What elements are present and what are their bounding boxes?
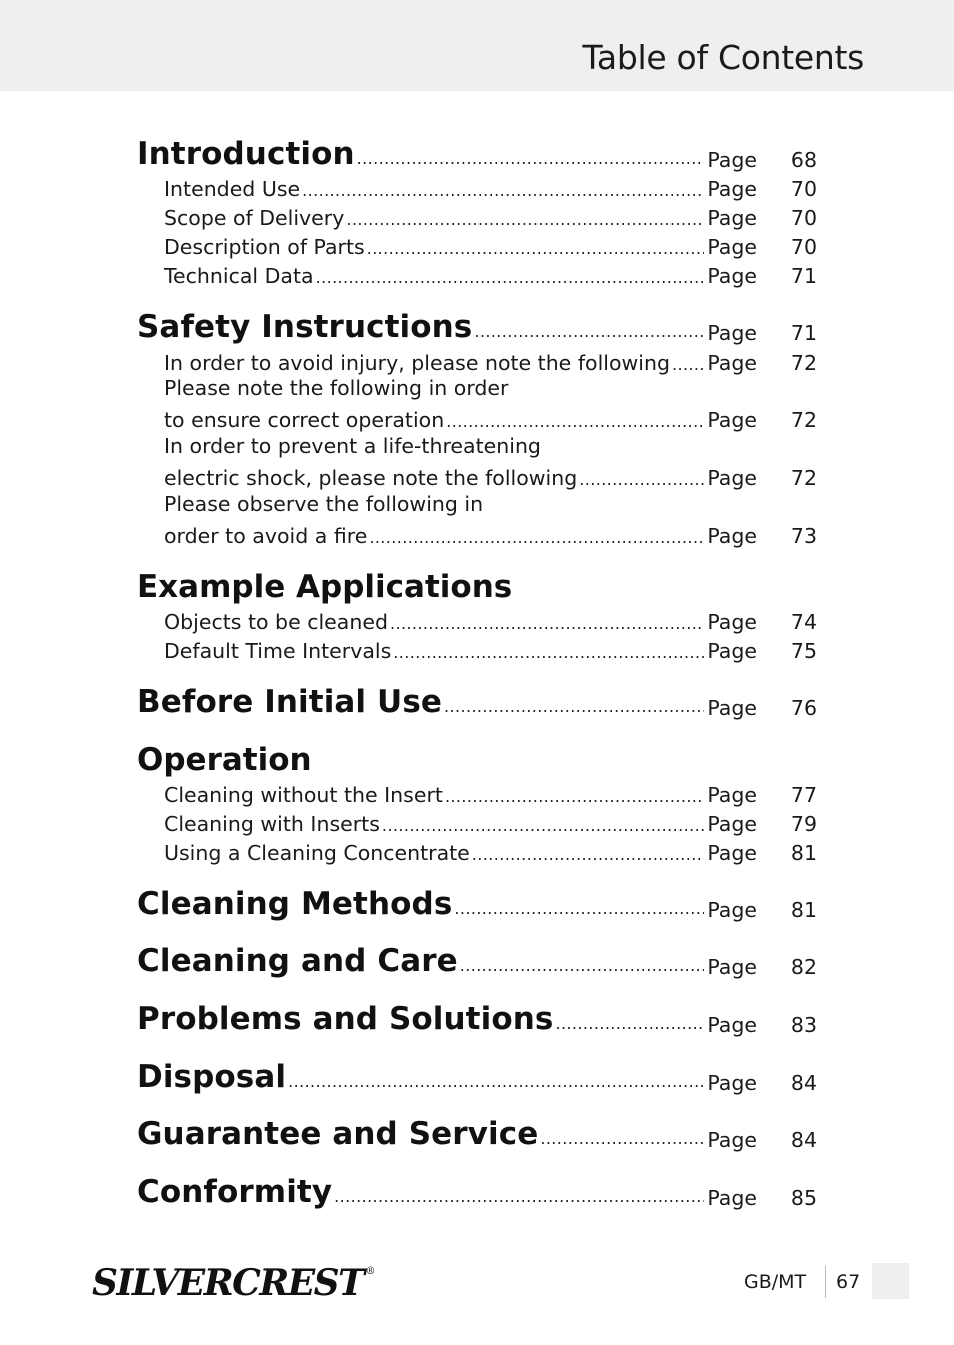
dot-leader	[444, 697, 704, 716]
page-number: 85	[790, 1186, 817, 1210]
toc-heading: Disposal	[137, 1059, 287, 1095]
page-number: 71	[790, 264, 817, 288]
page-number: 73	[790, 524, 817, 548]
dot-leader	[445, 787, 704, 806]
page-number: 70	[790, 177, 817, 201]
dot-leader	[460, 956, 704, 975]
page-number: 76	[790, 696, 817, 720]
brand-logo	[92, 1262, 375, 1304]
toc-item-label-line1: In order to prevent a life-threatening	[164, 434, 541, 458]
page-word: Page	[707, 783, 757, 807]
toc-item-label: Cleaning with Inserts	[164, 812, 380, 836]
dot-leader	[474, 322, 704, 341]
dot-leader	[393, 643, 704, 662]
dot-leader	[346, 210, 704, 229]
page-word: Page	[707, 610, 757, 634]
page-word: Page	[707, 235, 757, 259]
dot-leader	[302, 181, 704, 200]
dot-leader	[316, 268, 704, 287]
dot-leader	[446, 412, 704, 431]
toc-entry-objects-to-be-cleaned[interactable]	[137, 607, 817, 634]
page-word: Page	[707, 351, 757, 375]
toc-entry-cleaning-and-care[interactable]	[137, 943, 817, 979]
page-number: 79	[790, 812, 817, 836]
toc-entry-cleaning-without-insert[interactable]	[137, 780, 817, 807]
dot-leader	[288, 1072, 704, 1091]
toc-item-label-line1: Please note the following in order	[164, 376, 509, 400]
page-number: 71	[790, 321, 817, 345]
footer-divider	[825, 1266, 826, 1298]
page-word: Page	[707, 955, 757, 979]
toc-heading: Cleaning Methods	[137, 886, 453, 922]
toc-entry-scope-of-delivery[interactable]	[137, 203, 817, 230]
toc-entry-default-time-intervals[interactable]	[137, 636, 817, 663]
toc-heading: Guarantee and Service	[137, 1116, 539, 1152]
toc-item-label: Intended Use	[164, 177, 301, 201]
page-number: 72	[790, 351, 817, 375]
toc-entry-cleaning-with-inserts[interactable]	[137, 809, 817, 836]
dot-leader	[382, 816, 704, 835]
toc-entry-description-of-parts[interactable]	[137, 232, 817, 259]
toc-item-label: Scope of Delivery	[164, 206, 345, 230]
page-number: 81	[790, 841, 817, 865]
toc-entry-conformity[interactable]	[137, 1174, 817, 1210]
toc-item-label: Default Time Intervals	[164, 639, 392, 663]
page-word: Page	[707, 1186, 757, 1210]
toc-item-label: order to avoid a fire	[164, 524, 368, 548]
page-number: 72	[790, 408, 817, 432]
toc-heading-example-applications[interactable]: Example Applications	[137, 569, 513, 605]
toc-entry-electric-shock[interactable]	[137, 463, 817, 490]
dot-leader	[357, 149, 704, 168]
toc-entry-disposal[interactable]	[137, 1059, 817, 1095]
page-number: 84	[790, 1071, 817, 1095]
dot-leader	[390, 614, 704, 633]
toc-item-label: Technical Data	[164, 264, 314, 288]
page-word: Page	[707, 408, 757, 432]
toc-item-label: In order to avoid injury, please note the following	[164, 351, 670, 375]
dot-leader	[367, 239, 704, 258]
toc-entry-safety-instructions[interactable]	[137, 309, 817, 345]
page-word: Page	[707, 466, 757, 490]
toc-item-label: Using a Cleaning Concentrate	[164, 841, 470, 865]
page-word: Page	[707, 264, 757, 288]
toc-item-label: electric shock, please note the following	[164, 466, 578, 490]
page-number: 70	[790, 235, 817, 259]
page-word: Page	[707, 206, 757, 230]
toc-entry-guarantee-and-service[interactable]	[137, 1116, 817, 1152]
page-word: Page	[707, 898, 757, 922]
page-number: 68	[790, 148, 817, 172]
toc-entry-avoid-injury[interactable]	[137, 348, 817, 375]
toc-entry-technical-data[interactable]	[137, 261, 817, 288]
toc-item-label-line1: Please observe the following in	[164, 492, 484, 516]
toc-item-label: Description of Parts	[164, 235, 365, 259]
dot-leader	[454, 899, 704, 918]
page-word: Page	[707, 1071, 757, 1095]
dot-leader	[579, 470, 704, 489]
toc-entry-problems-and-solutions[interactable]	[137, 1001, 817, 1037]
page-word: Page	[707, 812, 757, 836]
footer-region-code: GB/MT	[744, 1271, 807, 1293]
page-word: Page	[707, 696, 757, 720]
page-number: 75	[790, 639, 817, 663]
brand-name: SILVERCREST	[92, 1262, 364, 1304]
page-word: Page	[707, 841, 757, 865]
toc-heading: Before Initial Use	[137, 684, 443, 720]
dot-leader	[369, 528, 704, 547]
toc-entry-correct-operation[interactable]	[137, 405, 817, 432]
page-number: 74	[790, 610, 817, 634]
registered-mark: ®	[365, 1266, 376, 1277]
toc-heading: Problems and Solutions	[137, 1001, 554, 1037]
dot-leader	[334, 1187, 704, 1206]
footer-tab-marker	[872, 1263, 909, 1299]
toc-item-label: to ensure correct operation	[164, 408, 445, 432]
toc-entry-introduction[interactable]	[137, 136, 817, 172]
page-number: 81	[790, 898, 817, 922]
page-word: Page	[707, 148, 757, 172]
page-word: Page	[707, 524, 757, 548]
page-word: Page	[707, 1128, 757, 1152]
toc-entry-intended-use[interactable]	[137, 174, 817, 201]
toc-entry-cleaning-concentrate[interactable]	[137, 838, 817, 865]
page-number: 84	[790, 1128, 817, 1152]
dot-leader	[472, 845, 704, 864]
page-number: 82	[790, 955, 817, 979]
page-word: Page	[707, 639, 757, 663]
toc-entry-before-initial-use[interactable]	[137, 684, 817, 720]
toc-entry-avoid-fire[interactable]	[137, 521, 817, 548]
page-number: 70	[790, 206, 817, 230]
page-word: Page	[707, 177, 757, 201]
dot-leader	[540, 1129, 704, 1148]
page-number: 83	[790, 1013, 817, 1037]
toc-heading: Safety Instructions	[137, 309, 473, 345]
toc-item-label: Objects to be cleaned	[164, 610, 388, 634]
dot-leader	[555, 1014, 704, 1033]
page-number: 72	[790, 466, 817, 490]
toc-heading-operation[interactable]: Operation	[137, 742, 312, 778]
page-title: Table of Contents	[582, 38, 864, 77]
toc-heading: Cleaning and Care	[137, 943, 458, 979]
toc-heading: Conformity	[137, 1174, 333, 1210]
toc-entry-cleaning-methods[interactable]	[137, 886, 817, 922]
toc-heading: Introduction	[137, 136, 355, 172]
footer-page-number: 67	[836, 1271, 861, 1293]
dot-leader	[672, 355, 704, 374]
page-word: Page	[707, 1013, 757, 1037]
page-word: Page	[707, 321, 757, 345]
toc-item-label: Cleaning without the Insert	[164, 783, 443, 807]
page-number: 77	[790, 783, 817, 807]
